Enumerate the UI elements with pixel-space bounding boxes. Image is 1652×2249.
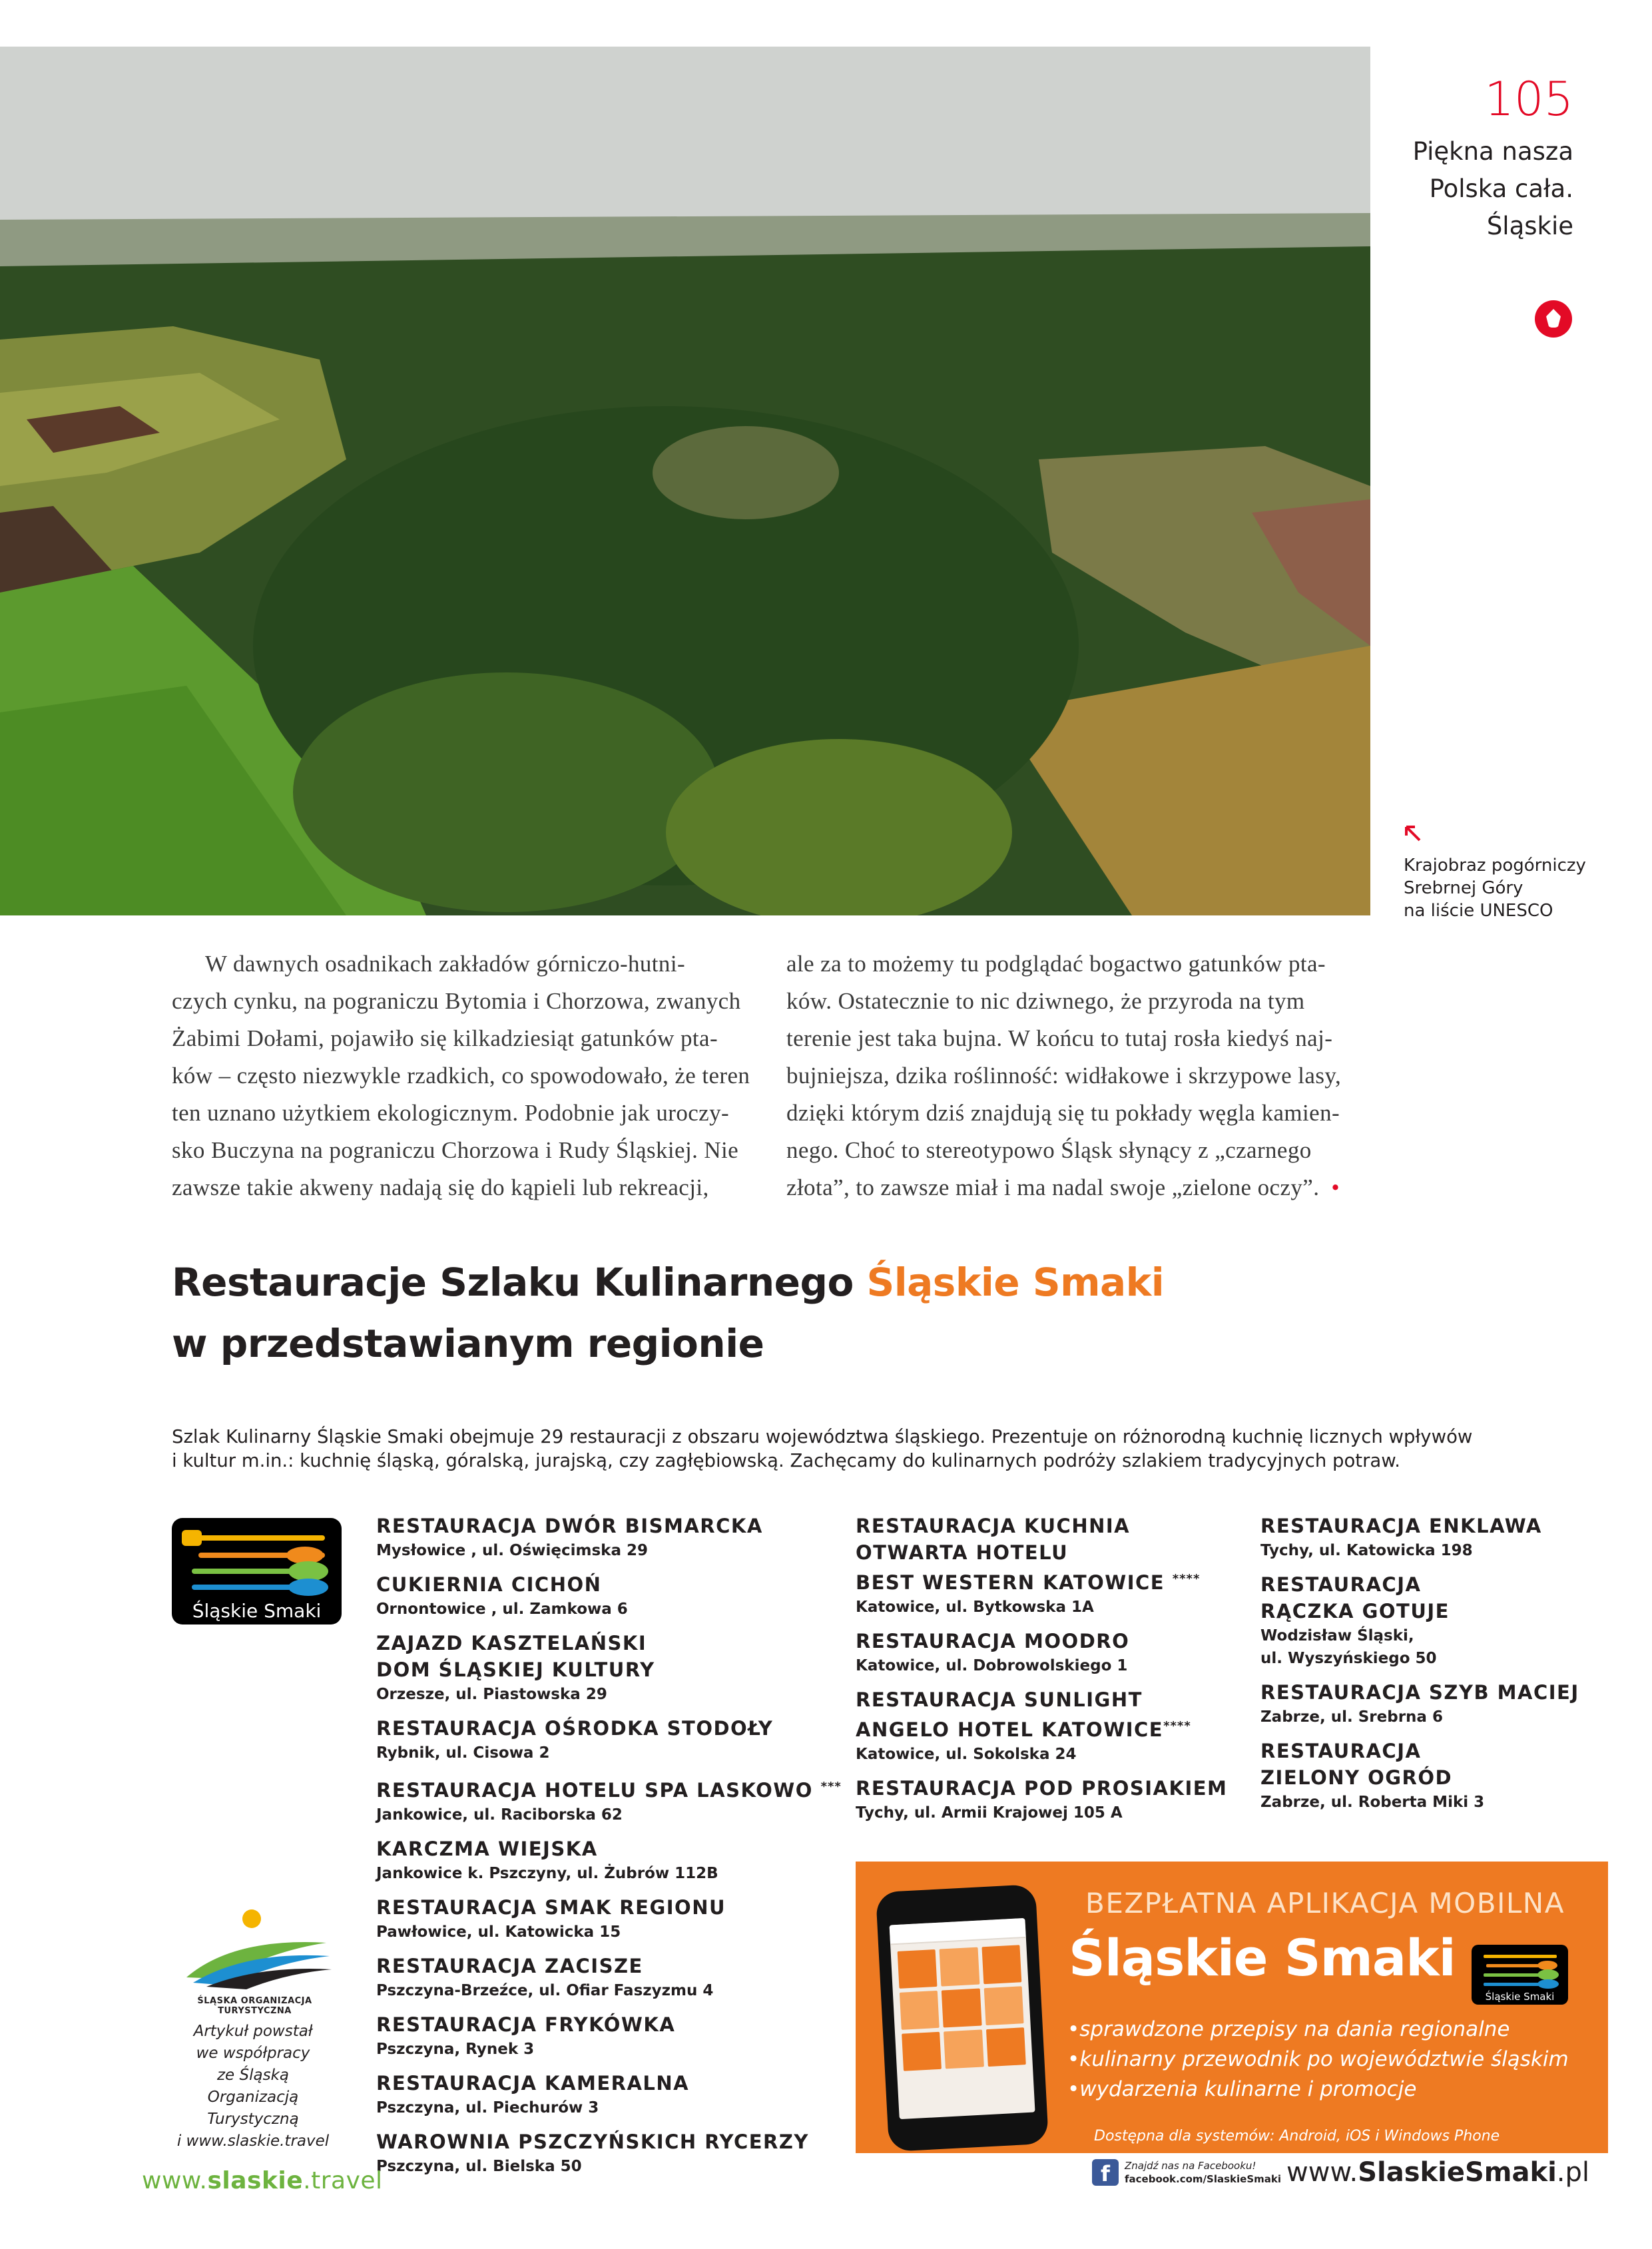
- slaska-organizacja-turystyczna-logo: [180, 1904, 333, 1991]
- restaurant-name: RESTAURACJA DWÓR BISMARCKA: [376, 1515, 763, 1537]
- article-line: zawsze takie akweny nadają się do kąpieli lub rekreacji,: [172, 1174, 709, 1200]
- article-line: ków – często niezwykle rzadkich, co spowodowało, że teren: [172, 1063, 750, 1089]
- restaurant-item: [376, 1953, 842, 2002]
- slaskie-travel-link[interactable]: [142, 2167, 383, 2194]
- restaurant-name: OTWARTA HOTELU: [856, 1541, 1069, 1564]
- restaurant-column-1: [376, 1513, 842, 2187]
- restaurant-column-2: [856, 1513, 1227, 1834]
- restaurant-item: [1260, 1679, 1579, 1728]
- restaurant-name: RESTAURACJA ZACISZE: [376, 1955, 643, 1977]
- restaurant-item: [856, 1686, 1227, 1766]
- coop-note-line: i www.slaskie.travel: [176, 2132, 330, 2150]
- article-left-column: [172, 945, 752, 1206]
- region-emblem-icon: [1535, 300, 1572, 338]
- banner-systems: Dostępna dla systemów: Android, iOS i Windows Phone: [1094, 2128, 1500, 2144]
- app-tile: [900, 1991, 940, 2030]
- photo-caption-line: na liście UNESCO: [1404, 901, 1553, 921]
- facebook-text: Znajdź nas na Facebooku!: [1125, 2160, 1256, 2172]
- logo-text: Śląskie Smaki: [192, 1600, 322, 1622]
- intro-line: i kultur m.in.: kuchnię śląską, góralską, jurajską, czy zagłębiowską. Zachęcamy do kulinarnych podróży szlakiem tradycyjnych potraw.: [172, 1450, 1400, 1471]
- link-suffix: .travel: [303, 2167, 383, 2194]
- restaurant-name: DOM ŚLĄSKIEJ KULTURY: [376, 1658, 655, 1681]
- restaurant-address: Zabrze, ul. Roberta Miki 3: [1260, 1794, 1485, 1811]
- section-title-accent: Śląskie Smaki: [866, 1260, 1165, 1305]
- coop-note-line: Turystyczną: [207, 2111, 299, 2128]
- restaurant-item: [376, 1836, 842, 1885]
- restaurant-item: [1260, 1571, 1579, 1670]
- url-bold: SlaskieSmaki: [1358, 2157, 1557, 2188]
- hotel-stars: ****: [1172, 1572, 1201, 1586]
- restaurant-name: RESTAURACJA SMAK REGIONU: [376, 1896, 726, 1919]
- smartphone-image: [876, 1884, 1049, 2152]
- facebook-link[interactable]: facebook.com/SlaskieSmaki: [1125, 2173, 1281, 2185]
- link-prefix: www.: [142, 2167, 208, 2194]
- restaurant-column-3: [1260, 1513, 1579, 1823]
- banner-logo: [1472, 1945, 1568, 2005]
- restaurant-name: RESTAURACJA KUCHNIA: [856, 1515, 1131, 1537]
- app-tile: [902, 2032, 942, 2071]
- restaurant-address: Tychy, ul. Katowicka 198: [1260, 1542, 1473, 1559]
- article-line: W dawnych osadnikach zakładów górniczo-hutni-: [205, 951, 686, 977]
- restaurant-item: [376, 1571, 842, 1621]
- link-bold: slaskie: [207, 2167, 304, 2194]
- restaurant-name: RESTAURACJA HOTELU SPA LASKOWO: [376, 1779, 813, 1802]
- restaurant-item: [376, 1630, 842, 1706]
- restaurant-address: Pszczyna, ul. Piechurów 3: [376, 2099, 599, 2117]
- facebook-icon[interactable]: f: [1092, 2159, 1119, 2186]
- restaurant-address: Pszczyna-Brzeźce, ul. Ofiar Faszyzmu 4: [376, 1982, 714, 1999]
- restaurant-name: RESTAURACJA ENKLAWA: [1260, 1515, 1542, 1537]
- restaurant-address: ul. Wyszyńskiego 50: [1260, 1650, 1437, 1667]
- restaurant-item: [856, 1513, 1227, 1619]
- cooperation-note: [176, 2021, 330, 2152]
- restaurant-item: [376, 1774, 842, 1826]
- restaurant-name: ANGELO HOTEL KATOWICE: [856, 1718, 1164, 1741]
- article-line: ten uznano użytkiem ekologicznym. Podobnie jak uroczy-: [172, 1100, 730, 1126]
- restaurant-name: KARCZMA WIEJSKA: [376, 1838, 598, 1860]
- coop-note-line: Organizacją: [207, 2089, 299, 2106]
- series-title-line: Piękna nasza: [1412, 137, 1573, 166]
- restaurant-item: [1260, 1738, 1579, 1814]
- app-tile: [944, 2029, 983, 2069]
- article-line: bujniejsza, dzika roślinność: widłakowe i skrzypowe lasy,: [786, 1063, 1342, 1089]
- aerial-landscape-photo: [0, 47, 1370, 915]
- restaurant-item: [856, 1628, 1227, 1677]
- article-right-column: [786, 945, 1366, 1206]
- article-line: dzięki którym dziś znajdują się tu pokłady węgla kamien-: [786, 1100, 1340, 1126]
- restaurant-address: Wodzisław Śląski,: [1260, 1627, 1414, 1644]
- restaurant-item: [376, 2128, 842, 2178]
- section-title-text: Restauracje Szlaku Kulinarnego: [172, 1260, 867, 1305]
- restaurant-name: ZIELONY OGRÓD: [1260, 1766, 1453, 1789]
- restaurant-name: RESTAURACJA KAMERALNA: [376, 2072, 690, 2095]
- banner-feature: •wydarzenia kulinarne i promocje: [1067, 2077, 1417, 2101]
- article-line: ale za to możemy tu podglądać bogactwo gatunków pta-: [786, 951, 1326, 977]
- restaurant-item: [376, 2011, 842, 2061]
- article-line: złota”, to zawsze miał i ma nadal swoje „zielone oczy”.: [786, 1174, 1320, 1200]
- article-line: nego. Choć to stereotypowo Śląsk słynący z „czarnego: [786, 1137, 1312, 1163]
- banner-feature: •kulinarny przewodnik po województwie śląskim: [1067, 2047, 1569, 2071]
- banner-app-name: Śląskie Smaki: [1069, 1928, 1456, 1987]
- restaurant-item: [376, 1715, 842, 1764]
- restaurant-address: Jankowice, ul. Raciborska 62: [376, 1806, 623, 1824]
- url-suffix: .pl: [1556, 2157, 1589, 2188]
- restaurant-name: WAROWNIA PSZCZYŃSKICH RYCERZY: [376, 2130, 809, 2153]
- series-title-line: Polska cała.: [1429, 174, 1573, 203]
- restaurant-name: RESTAURACJA: [1260, 1740, 1422, 1762]
- section-title-line1: [172, 1252, 1164, 1313]
- end-mark: •: [1331, 1174, 1340, 1200]
- restaurant-address: Pszczyna, Rynek 3: [376, 2041, 535, 2058]
- mobile-app-banner[interactable]: [856, 1862, 1608, 2194]
- phone-screen-grid: [890, 1938, 1033, 2078]
- restaurant-item: [376, 1513, 842, 1562]
- coop-note-line: Artykuł powstał: [193, 2023, 313, 2040]
- photo-caption-line: Krajobraz pogórniczy: [1404, 856, 1586, 875]
- app-tile: [981, 1945, 1021, 1984]
- coop-note-line: ze Śląską: [216, 2067, 289, 2084]
- app-tile: [983, 1986, 1023, 2025]
- restaurant-address: Zabrze, ul. Srebrna 6: [1260, 1708, 1443, 1726]
- article-line: terenie jest taka bujna. W końcu to tutaj rosła kiedyś naj-: [786, 1025, 1333, 1051]
- article-line: ków. Ostatecznie to nic dziwnego, że przyroda na tym: [786, 988, 1305, 1014]
- restaurant-name: RESTAURACJA POD PROSIAKIEM: [856, 1777, 1228, 1800]
- photo-caption: [1404, 854, 1603, 922]
- restaurant-address: Katowice, ul. Dobrowolskiego 1: [856, 1657, 1128, 1674]
- app-tile: [898, 1949, 938, 1989]
- restaurant-address: Pszczyna, ul. Bielska 50: [376, 2158, 582, 2175]
- banner-headline: BEZPŁATNA APLIKACJA MOBILNA: [1085, 1887, 1565, 1919]
- restaurant-name: ZAJAZD KASZTELAŃSKI: [376, 1632, 647, 1654]
- restaurant-address: Ornontowice , ul. Zamkowa 6: [376, 1601, 628, 1618]
- banner-logo-text: Śląskie Smaki: [1485, 1991, 1555, 2003]
- restaurant-address: Katowice, ul. Sokolska 24: [856, 1746, 1077, 1763]
- hotel-stars: ***: [820, 1780, 842, 1794]
- restaurant-address: Rybnik, ul. Cisowa 2: [376, 1744, 550, 1762]
- restaurant-name: RESTAURACJA FRYKÓWKA: [376, 2013, 676, 2036]
- intro-line: Szlak Kulinarny Śląskie Smaki obejmuje 29 restauracji z obszaru województwa śląskiego. Prezentuje on różnorodną kuchnię licznych wpływów: [172, 1426, 1473, 1447]
- section-title-line2: w przedstawianym regionie: [172, 1321, 764, 1366]
- restaurant-name: RESTAURACJA OŚRODKA STODOŁY: [376, 1717, 774, 1740]
- restaurant-address: Orzesze, ul. Piastowska 29: [376, 1686, 607, 1703]
- slaskie-smaki-logo: [172, 1518, 342, 1624]
- restaurant-address: Tychy, ul. Armii Krajowej 105 A: [856, 1804, 1123, 1822]
- hotel-stars: ****: [1163, 1719, 1191, 1733]
- restaurant-name-with-stars: [376, 1774, 842, 1804]
- restaurant-name: RESTAURACJA: [1260, 1573, 1422, 1596]
- url-prefix: www.: [1286, 2157, 1358, 2188]
- coop-note-line: we współpracy: [196, 2045, 310, 2062]
- restaurant-address: Mysłowice , ul. Oświęcimska 29: [376, 1542, 649, 1559]
- arrow-up-left-icon: [1404, 824, 1424, 844]
- page-number: 105: [1484, 72, 1573, 126]
- restaurant-item: [856, 1775, 1227, 1824]
- restaurant-name-with-stars: [856, 1713, 1227, 1743]
- restaurant-name: RESTAURACJA SUNLIGHT: [856, 1688, 1143, 1711]
- article-last-line: [786, 1169, 1366, 1206]
- phone-screen: [890, 1918, 1035, 2119]
- section-title: [172, 1252, 1164, 1374]
- banner-feature: •sprawdzone przepisy na dania regionalne: [1067, 2017, 1510, 2041]
- restaurant-address: Katowice, ul. Bytkowska 1A: [856, 1599, 1094, 1616]
- article-line: czych cynku, na pograniczu Bytomia i Chorzowa, zwanych: [172, 988, 741, 1014]
- restaurant-name: CUKIERNIA CICHOŃ: [376, 1573, 602, 1596]
- restaurant-address: Jankowice k. Pszczyny, ul. Żubrów 112B: [376, 1865, 718, 1882]
- app-tile: [940, 1947, 979, 1987]
- series-title-line: Śląskie: [1486, 212, 1573, 240]
- restaurant-name: RESTAURACJA MOODRO: [856, 1630, 1130, 1652]
- app-tile: [986, 2027, 1026, 2067]
- restaurant-item: [376, 2070, 842, 2119]
- restaurant-name: BEST WESTERN KATOWICE: [856, 1571, 1165, 1594]
- section-intro: [172, 1425, 1473, 1473]
- restaurant-address: Pawłowice, ul. Katowicka 15: [376, 1923, 621, 1941]
- restaurant-name-with-stars: [856, 1566, 1227, 1596]
- article-line: Żabimi Dołami, pojawiło się kilkadziesiąt gatunków pta-: [172, 1025, 718, 1051]
- restaurant-name: RĄCZKA GOTUJE: [1260, 1600, 1450, 1623]
- app-tile: [942, 1989, 981, 2028]
- article-line: sko Buczyna na pograniczu Chorzowa i Rudy Śląskiej. Nie: [172, 1137, 739, 1163]
- slaskie-smaki-url[interactable]: [1286, 2157, 1589, 2188]
- restaurant-name: RESTAURACJA SZYB MACIEJ: [1260, 1681, 1579, 1704]
- photo-caption-line: Srebrnej Góry: [1404, 878, 1523, 898]
- series-title: [1374, 133, 1573, 245]
- organization-name: ŚLĄSKA ORGANIZACJA TURYSTYCZNA: [197, 1996, 312, 2016]
- restaurant-item: [1260, 1513, 1579, 1562]
- restaurant-item: [376, 1894, 842, 1943]
